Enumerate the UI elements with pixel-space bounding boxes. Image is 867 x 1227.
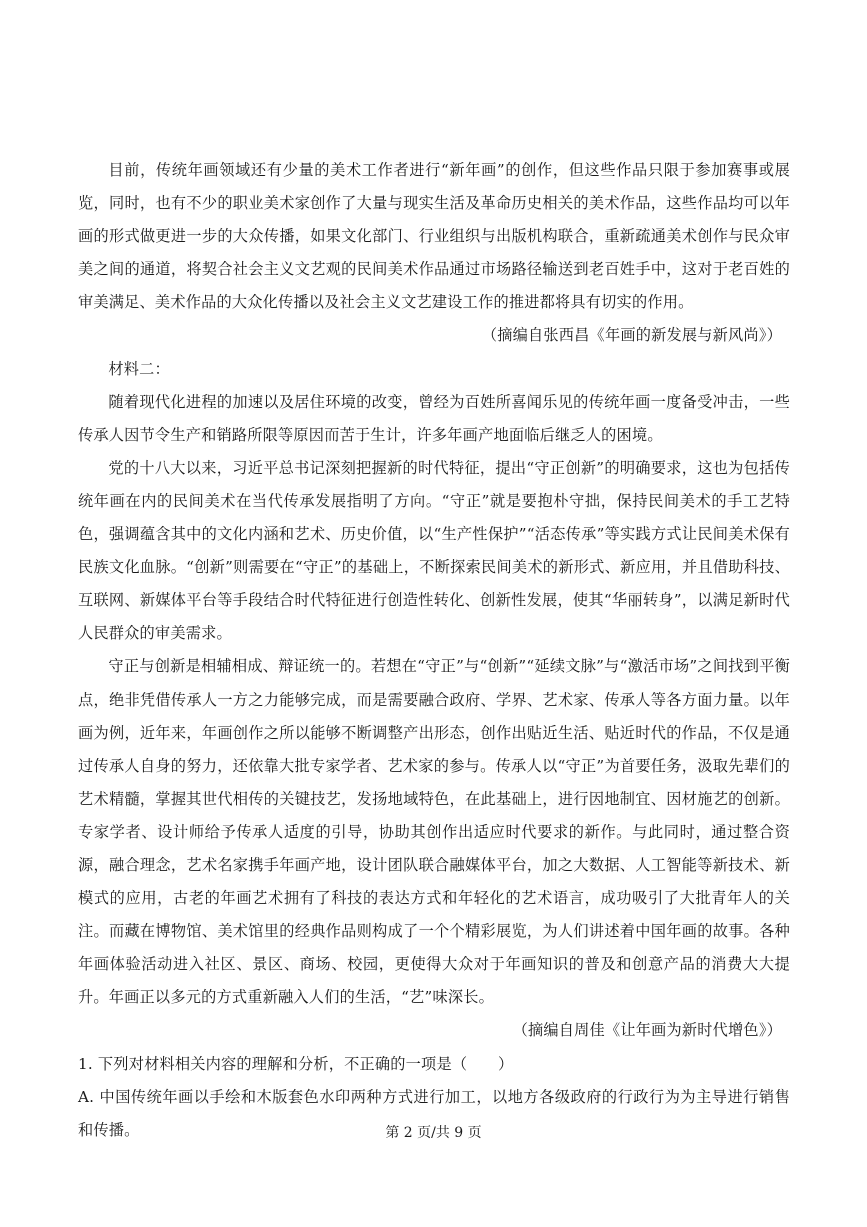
paragraph: 守正与创新是相辅相成、辩证统一的。若想在“守正”与“创新”“延续文脉”与“激活市场”之间找到平衡点，绝非凭借传承人一方之力能够完成，而是需要融合政府、学界、艺术家、传承人等各方面力量。以年画为例，近年来，年画创作之所以能够不断调整产出形态，创作出贴近生活、贴近时代的作品，不仅是通过传承人自身的努力，还依靠大批专家学者、艺术家的参与。传承人以“守正”为首要任务，汲取先辈们的艺术精髓，掌握其世代相传的关键技艺，发扬地域特色，在此基础上，进行因地制宜、因材施艺的创新。专家学者、设计师给予传承人适度的引导，协助其创作出适应时代要求的新作。与此同时，通过整合资源，融合理念，艺术名家携手年画产地，设计团队联合融媒体平台，加之大数据、人工智能等新技术、新模式的应用，古老的年画艺术拥有了科技的表达方式和年轻化的艺术语言，成功吸引了大批青年人的关注。而藏在博物馆、美术馆里的经典作品则构成了一个个精彩展览，为人们讲述着中国年画的故事。各种年画体验活动进入社区、景区、商场、校园，更使得大众对于年画知识的普及和创意产品的消费大大提升。年画正以多元的方式重新融入人们的生活，“艺”味深长。 (78, 657, 790, 1007)
page-number: 第 2 页/共 9 页 (385, 1125, 482, 1141)
paragraph: 随着现代化进程的加速以及居住环境的改变，曾经为百姓所喜闻乐见的传统年画一度备受冲击，一些传承人因节令生产和销路所限等原因而苦于生计，许多年画产地面临后继乏人的困境。 (78, 392, 790, 444)
paragraph: 目前，传统年画领域还有少量的美术工作者进行“新年画”的创作，但这些作品只限于参加赛事或展览，同时，也有不少的职业美术家创作了大量与现实生活及革命历史相关的美术作品，这些作品均可以年画的形式做更进一步的大众传播，如果文化部门、行业组织与出版机构联合，重新疏通美术创作与民众审美之间的通道，将契合社会主义文艺观的民间美术作品通过市场路径输送到老百姓手中，这对于老百姓的审美满足、美术作品的大众化传播以及社会主义文艺建设工作的推进都将具有切实的作用。 (78, 161, 790, 312)
material-label: 材料二： (108, 359, 170, 378)
question-stem: 1. 下列对材料相关内容的理解和分析，不正确的一项是（ ） (78, 1054, 514, 1073)
document-body (78, 154, 790, 1147)
answer-option-a: A. 中国传统年画以手绘和木版套色水印两种方式进行加工，以地方各级政府的行政行为为主导进行销售和传播。 (78, 1087, 790, 1139)
source-citation: （摘编自周佳《让年画为新时代增色》） (512, 1021, 782, 1040)
paragraph: 党的十八大以来，习近平总书记深刻把握新的时代特征，提出“守正创新”的明确要求，这也为包括传统年画在内的民间美术在当代传承发展指明了方向。“守正”就是要抱朴守拙，保持民间美术的手工艺特色，强调蕴含其中的文化内涵和艺术、历史价值，以“生产性保护”“活态传承”等实践方式让民间美术保有民族文化血脉。“创新”则需要在“守正”的基础上，不断探索民间美术的新形式、新应用，并且借助科技、互联网、新媒体平台等手段结合时代特征进行创造性转化、创新性发展，使其“华丽转身”，以满足新时代人民群众的审美需求。 (78, 458, 790, 643)
source-citation: （摘编自张西昌《年画的新发展与新风尚》） (481, 326, 782, 345)
